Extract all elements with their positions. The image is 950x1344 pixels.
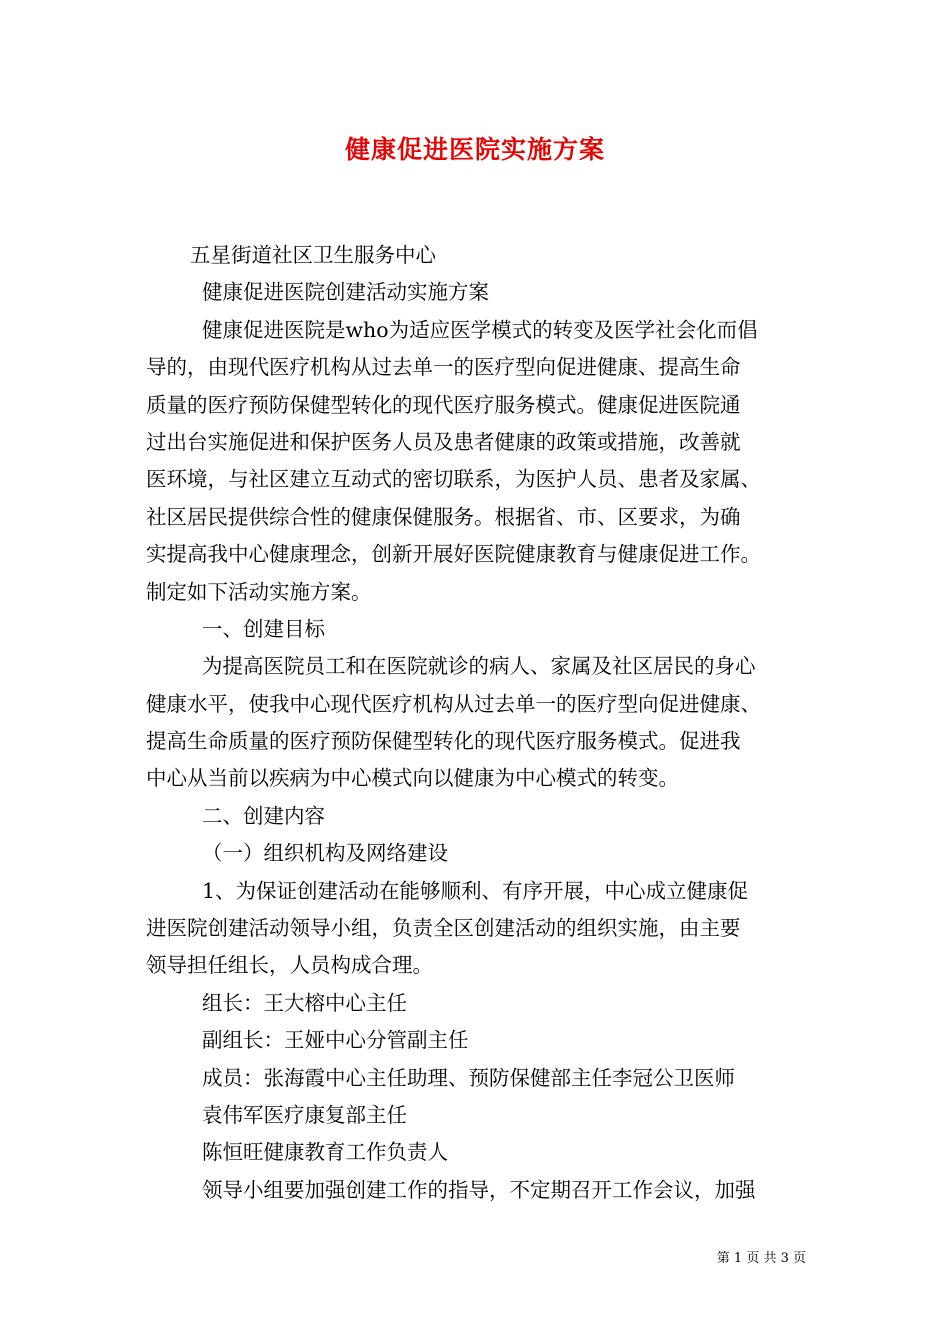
paragraph-line: 组长：王大榕中心主任 (202, 990, 407, 1015)
paragraph-line: 领导小组要加强创建工作的指导，不定期召开工作会议，加强 (202, 1177, 756, 1202)
paragraph-line: 1、为保证创建活动在能够顺利、有序开展，中心成立健康促 (202, 878, 749, 903)
paragraph-line: 实提高我中心健康理念，创新开展好医院健康教育与健康促进工作。 (146, 542, 761, 567)
document-title: 健康促进医院实施方案 (344, 135, 605, 164)
paragraph-line: 过出台实施促进和保护医务人员及患者健康的政策或措施，改善就 (146, 429, 741, 454)
paragraph-line: 医环境，与社区建立互动式的密切联系，为医护人员、患者及家属、 (146, 467, 761, 492)
paragraph-line: 制定如下活动实施方案。 (146, 579, 372, 604)
paragraph-line: 副组长：王娅中心分管副主任 (202, 1028, 469, 1053)
paragraph-line: 成员：张海霞中心主任助理、预防保健部主任李冠公卫医师 (202, 1065, 735, 1090)
page-footer: 第 1 页 共 3 页 (716, 1251, 806, 1266)
paragraph-line: 质量的医疗预防保健型转化的现代医疗服务模式。健康促进医院通 (146, 392, 741, 417)
paragraph-line: 社区居民提供综合性的健康保健服务。根据省、市、区要求，为确 (146, 504, 741, 529)
paragraph-line: 领导担任组长，人员构成合理。 (146, 953, 433, 978)
paragraph-line: 导的，由现代医疗机构从过去单一的医疗型向促进健康、提高生命 (146, 355, 741, 380)
paragraph-line: 二、创建内容 (202, 803, 325, 828)
paragraph-line: 提高生命质量的医疗预防保健型转化的现代医疗服务模式。促进我 (146, 729, 741, 754)
document-body (146, 237, 826, 1209)
paragraph-line: 进医院创建活动领导小组，负责全区创建活动的组织实施，由主要 (146, 916, 741, 941)
paragraph-line: 五星街道社区卫生服务中心 (190, 243, 436, 267)
paragraph-line: 一、创建目标 (202, 616, 325, 641)
paragraph-line: 健康促进医院是who为适应医学模式的转变及医学社会化而倡 (202, 317, 758, 342)
paragraph-line: 中心从当前以疾病为中心模式向以健康为中心模式的转变。 (146, 766, 679, 791)
paragraph-line: 健康水平，使我中心现代医疗机构从过去单一的医疗型向促进健康、 (146, 691, 761, 716)
paragraph-line: 陈恒旺健康教育工作负责人 (202, 1140, 448, 1165)
paragraph-line: （一）组织机构及网络建设 (202, 841, 448, 866)
paragraph-line: 为提高医院员工和在医院就诊的病人、家属及社区居民的身心 (202, 654, 756, 679)
paragraph-line: 袁伟军医疗康复部主任 (202, 1102, 407, 1127)
paragraph-line: 健康促进医院创建活动实施方案 (202, 280, 489, 305)
